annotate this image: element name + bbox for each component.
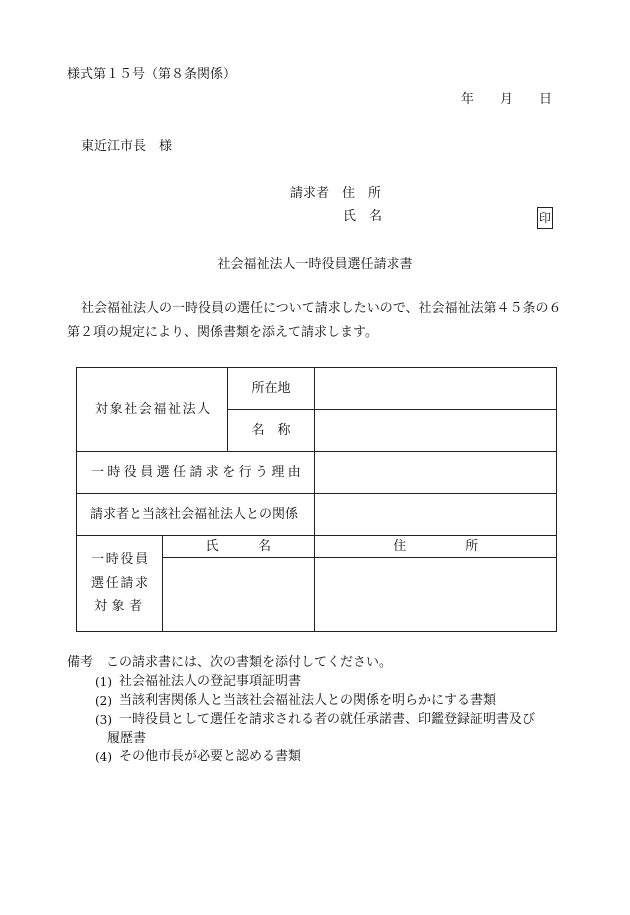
- addressee: 東近江市長 様: [81, 139, 173, 154]
- reason-value-cell: [315, 452, 557, 494]
- location-label: 所在地: [228, 368, 315, 410]
- requester-address-label: 請求者 住 所: [290, 186, 382, 201]
- candidate-name-value-cell: [163, 558, 315, 632]
- seal-box: 印: [537, 207, 553, 229]
- reason-label: 一時役員選任請求を行う理由: [77, 452, 315, 494]
- note-text: 社会福祉法人の登記事項証明書: [119, 674, 302, 689]
- note-item-continuation: [0, 731, 630, 750]
- candidate-name-header: 氏 名: [163, 536, 315, 558]
- note-number: (1): [95, 675, 112, 689]
- body-text-line: 第２項の規定により、関係書類を添えて請求します。: [67, 325, 378, 340]
- request-form-table: [76, 367, 557, 632]
- candidate-label-line: 対象者: [94, 599, 147, 615]
- note-text: その他市長が必要と認める書類: [119, 749, 302, 764]
- note-text: 一時役員として選任を請求される者の就任承諾書、印鑑登録証明書及び: [119, 712, 536, 727]
- location-value-cell: [315, 368, 557, 410]
- candidate-label-line: 選任請求: [91, 575, 150, 591]
- notes-heading: 備考 この請求書には、次の書類を添付してください。: [67, 655, 393, 670]
- note-item: [0, 693, 630, 712]
- candidate-address-value-cell: [315, 558, 557, 632]
- relation-value-cell: [315, 494, 557, 536]
- candidate-label-line: 一時役員: [91, 552, 150, 568]
- note-text-continuation: 履歴書: [107, 731, 147, 746]
- note-number: (4): [95, 750, 112, 764]
- note-item: [0, 674, 630, 693]
- candidate-label: [77, 536, 163, 632]
- corp-name-label: 名 称: [228, 410, 315, 452]
- date-line: 年 月 日: [461, 92, 553, 107]
- requester-name-label: 氏 名: [343, 209, 383, 224]
- document-title: 社会福祉法人一時役員選任請求書: [217, 257, 413, 272]
- note-item: [0, 749, 630, 768]
- relation-label: 請求者と当該社会福祉法人との関係: [77, 494, 315, 536]
- target-corp-label: 対象社会福祉法人: [77, 368, 228, 452]
- note-number: (2): [95, 694, 112, 708]
- body-text-line: 社会福祉法人の一時役員の選任について請求したいので、社会福祉法第４５条の６: [81, 301, 562, 316]
- candidate-address-header: 住 所: [315, 536, 557, 558]
- form-number: 様式第１５号（第８条関係）: [67, 67, 237, 82]
- corp-name-value-cell: [315, 410, 557, 452]
- note-item: [0, 712, 630, 731]
- note-text: 当該利害関係人と当該社会福祉法人との関係を明らかにする書類: [119, 693, 497, 708]
- note-number: (3): [95, 713, 112, 727]
